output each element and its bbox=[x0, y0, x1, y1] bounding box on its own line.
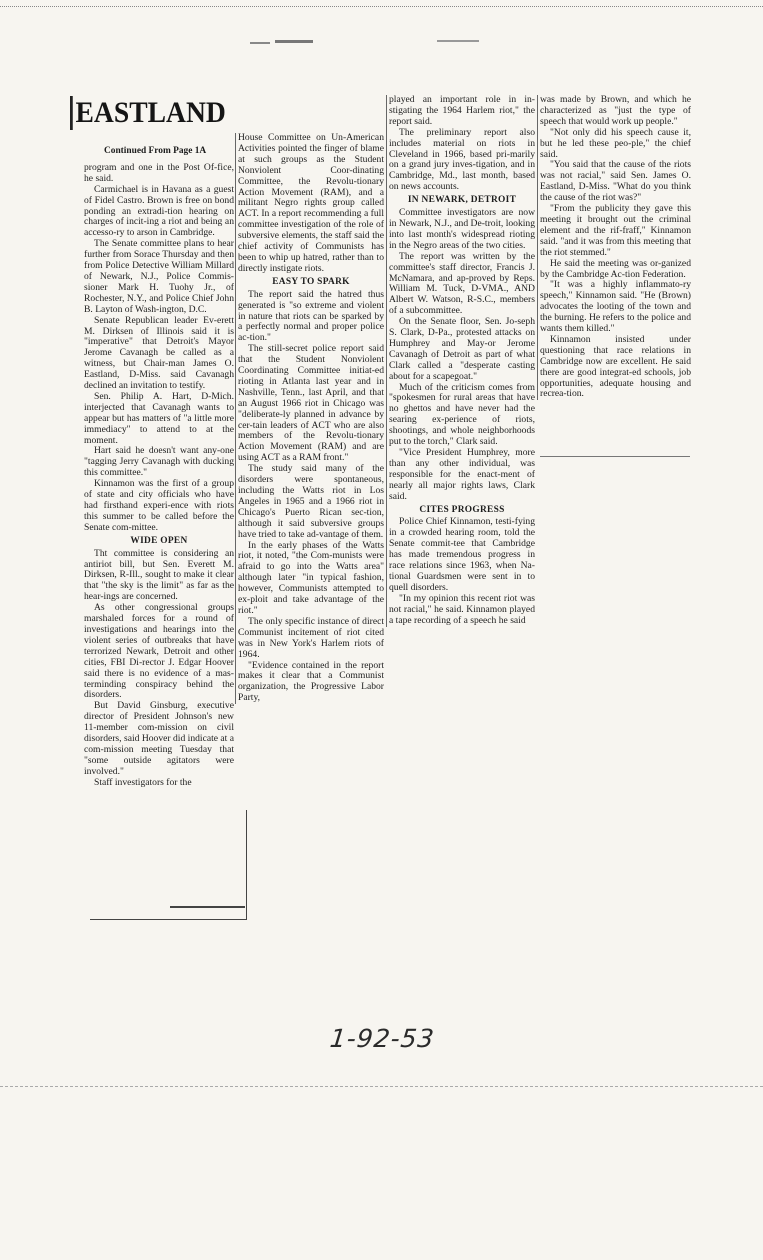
section-heading: WIDE OPEN bbox=[130, 535, 188, 546]
column-end-rule bbox=[540, 456, 690, 457]
paragraph: Tht committee is considering an antiriot bill, but Sen. Everett M. Dirksen, R-Ill., sought to make it clear that "the sky is the limit" as far as the hear-ings are concerned. bbox=[84, 547, 234, 603]
paragraph: But David Ginsburg, executive director of President Johnson's new 11-member com-mission on civil disorders, said Hoover did indicate at a com-mission meeting Tuesday that "some outside agitators were involved." bbox=[84, 700, 234, 777]
paragraph: "Vice President Humphrey, more than any other individual, was responsible for the enact-ment of nearly all major rights laws, Clark said. bbox=[389, 447, 535, 502]
paragraph: program and one in the Post Of-fice, he said. bbox=[84, 161, 234, 184]
paragraph: He said the meeting was or-ganized by the Cambridge Ac-tion Federation. bbox=[540, 257, 691, 280]
section-heading: IN NEWARK, DETROIT bbox=[407, 195, 517, 206]
paragraph: In the early phases of the Watts riot, it noted, "the Com-munists were afraid to go into the Watts area" although later "in typical fashion, however, Communists attempted to ex-ploit and take advantage of the riot." bbox=[238, 539, 384, 616]
paragraph: Much of the criticism comes from "spokesmen for rural areas that have no ghettos and have never had the searing ex-perience of riots, shootings, and whole neighborhoods put to the torch," Clark said. bbox=[389, 381, 535, 448]
paragraph: "From the publicity they gave this meeting it brought out the criminal element and the rif-fraff," Kinnamon said. "and it was from this meeting that the riot stemmed." bbox=[540, 203, 691, 258]
paragraph: Kinnamon was the first of a group of state and city officials who have had firsthand experi-ence with riots this summer to be called before the Senate com-mittee. bbox=[84, 478, 234, 533]
paragraph: As other congressional groups marshaled forces for a round of investigations and hearings into the violent series of outbreaks that have terrorized Newark, Detroit and other cities, FBI Di-rector J. Edgar Hoover said there is no evidence of a mas-terminding conspiracy behind the disorders. bbox=[84, 602, 234, 701]
paragraph: The only specific instance of direct Communist incitement of riot cited was in New York's Harlem riots of 1964. bbox=[238, 615, 384, 660]
paragraph: played an important role in in-stigating the 1964 Harlem riot," the report said. bbox=[389, 94, 535, 127]
headline: EASTLAND bbox=[70, 96, 226, 130]
bottom-rule bbox=[170, 906, 245, 908]
paragraph: The preliminary report also includes material on riots in Cleveland in 1966, based pri-marily on a grand jury inves-tigation, and in Cambridge, Md., last month, based on news accounts. bbox=[389, 126, 535, 193]
paragraph: The report said the hatred thus generated is "so extreme and violent in nature that riots can be sparked by a perfectly normal and proper police ac-tion." bbox=[238, 288, 384, 344]
paragraph: Sen. Philip A. Hart, D-Mich. interjected that Cavanagh wants to appear but has matters of "a little more immediacy" to attend to at the moment. bbox=[84, 390, 234, 446]
scan-edge-bottom bbox=[0, 1086, 763, 1087]
paragraph: "It was a highly inflammato-ry speech," Kinnamon said. "He (Brown) advocates the looting of the town and the burning. He refers to the police and wants them killed." bbox=[540, 279, 691, 335]
scan-smudge bbox=[275, 40, 313, 43]
paragraph: Kinnamon insisted under questioning that race relations in Cambridge now are excellent. He said there are good integrat-ed schools, job opportunities, adequate housing and recrea-tion. bbox=[540, 333, 691, 400]
article-column-3 bbox=[386, 95, 535, 627]
paragraph: Hart said he doesn't want any-one "tagging Jerry Cavanagh with ducking this committee." bbox=[84, 445, 234, 479]
continued-line: Continued From Page 1A bbox=[104, 146, 207, 156]
paragraph: Senate Republican leader Ev-erett M. Dirksen of Illinois said it is "imperative" that Detroit's Mayor Jerome Cavanagh be called as a witness, but Chair-man James O. Eastland, D-Miss. said Cavanagh declined an invitation to testify. bbox=[84, 314, 234, 392]
section-heading: EASY TO SPARK bbox=[272, 276, 350, 287]
paragraph: "Evidence contained in the report makes it clear that a Communist organization, the Progressive Labor Party, bbox=[238, 659, 384, 704]
paragraph: The Senate committee plans to hear further from Sorace Thursday and then from Police Detective William Millard of Newark, N.J., Police Commis-sioner Mark H. Tuohy Jr., of Rochester, N.Y., and Police Chief John B. Layton of Wash-ington, D.C. bbox=[84, 238, 234, 315]
paragraph: The report was written by the committee's staff director, Francis J. McNamara, and ap-proved by Reps. William M. Tuck, D-VMA., AND Albert W. Watson, R-S.C., members of a subcommittee. bbox=[389, 250, 535, 317]
paragraph: "In my opinion this recent riot was not racial," he said. Kinnamon played a tape recording of a speech he said bbox=[389, 592, 535, 626]
paragraph: "You said that the cause of the riots was not racial," said Sen. James O. Eastland, D-Miss. "What do you think the cause of the riot was?" bbox=[540, 159, 691, 204]
paragraph: House Committee on Un-American Activities pointed the finger of blame at such groups as the Student Nonviolent Coor-dinating Committee, the Revolu-tionary Action Movement (RAM), and a militant Negro rights group called ACT. In a report recommending a full committee investigation of the role of subversive elements, the staff said the chief activity of Communists has been to whip up hatred, rather than to directly instigate riots. bbox=[238, 132, 384, 274]
paragraph: "Not only did his speech cause it, but he led these peo-ple," the chief said. bbox=[540, 126, 691, 160]
article-column-2 bbox=[235, 133, 384, 704]
bottom-rule bbox=[90, 919, 246, 920]
paragraph: The still-secret police report said that the Student Nonviolent Coordinating Committee initiat-ed rioting in Atlanta last year and in Nashville, Tenn., last April, and that an August 1966 riot in Chicago was "deliberate-ly planned in advance by cer-tain leaders of ACT who are also members of the Revolu-tionary Action Movement (RAM) and are using ACT as a RAM front." bbox=[238, 343, 384, 464]
paragraph: Police Chief Kinnamon, testi-fying in a crowded hearing room, told the Senate commit-tee that Cambridge has made tremendous progress in race relations since 1963, when Na-tional Guardsmen were sent in to quell disorders. bbox=[389, 516, 535, 593]
column-divider bbox=[246, 810, 247, 920]
scan-edge-top bbox=[0, 6, 763, 7]
paragraph: Carmichael is in Havana as a guest of Fidel Castro. Brown is free on bond ponding an extradi-tion hearing on charges of incit-ing a riot and being an accesso-ry to arson in Cambridge. bbox=[84, 183, 234, 239]
paragraph: On the Senate floor, Sen. Jo-seph S. Clark, D-Pa., protested attacks on Humphrey and May-or Jerome Cavanagh of Detroit as part of what Clark called a "desperate casting about for a scapegoat." bbox=[389, 316, 535, 382]
paragraph: The study said many of the disorders were spontaneous, including the Watts riot in Los Angeles in 1965 and a 1966 riot in Chicago's Puerto Rican sec-tion, although it said subversive groups have tried to take ad-vantage of them. bbox=[238, 463, 384, 540]
paragraph: Staff investigators for the bbox=[94, 776, 192, 788]
paragraph: was made by Brown, and which he characterized as "just the type of speech that would work up people." bbox=[540, 94, 691, 127]
section-heading: CITES PROGRESS bbox=[419, 504, 505, 515]
article-column-1 bbox=[84, 140, 234, 789]
scan-smudge bbox=[437, 40, 479, 42]
scan-smudge bbox=[250, 42, 270, 44]
paragraph: Committee investigators are now in Newark, N.J., and De-troit, looking into last month's widespread rioting in the Negro areas of the two cities. bbox=[389, 207, 536, 251]
handwritten-file-number: 1-92-53 bbox=[328, 1024, 437, 1053]
article-column-4 bbox=[537, 95, 691, 400]
